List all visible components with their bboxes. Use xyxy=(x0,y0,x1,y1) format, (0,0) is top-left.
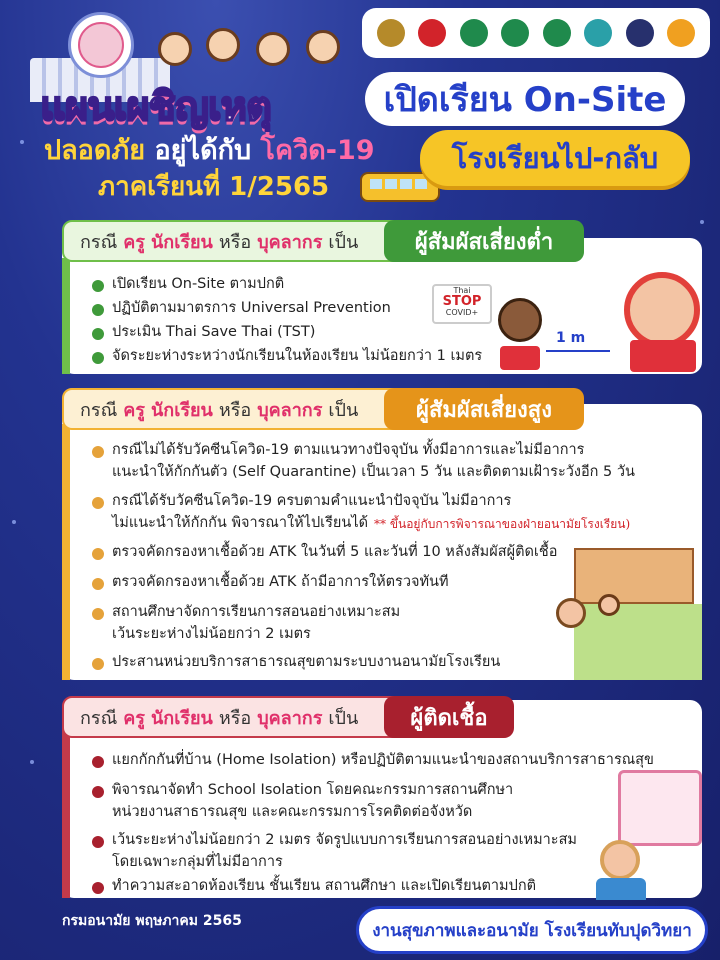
tag-infected: ผู้ติดเชื้อ xyxy=(384,696,514,738)
tag-high-risk: ผู้สัมผัสเสี่ยงสูง xyxy=(384,388,584,430)
case-label: กรณี xyxy=(80,399,118,421)
bullet-icon xyxy=(92,352,104,364)
role-teacher: ครู xyxy=(123,707,145,729)
note-text: ** ขึ้นอยู่กับการพิจารณาของฝ่ายอนามัยโรงเรียน) xyxy=(374,517,631,531)
bullet-icon xyxy=(92,786,104,798)
org-logo-icon xyxy=(418,19,446,47)
section-accent-bar xyxy=(62,258,70,374)
or-label: หรือ xyxy=(218,399,252,421)
list-item: เปิดเรียน On-Site ตามปกติ xyxy=(112,276,285,292)
case-label: กรณี xyxy=(80,231,118,253)
bullet-icon xyxy=(92,836,104,848)
book-illustration xyxy=(500,346,540,370)
stop-badge-text: STOP xyxy=(442,294,482,309)
list-item: กรณีได้รับวัคซีนโควิด-19 ครบตามคำแนะนำปัจจุบัน ไม่มีอาการ xyxy=(112,493,512,509)
student-illustration xyxy=(256,32,290,66)
bullet-icon xyxy=(92,280,104,292)
student-illustration xyxy=(306,30,340,64)
list-item: สถานศึกษาจัดการเรียนการสอนอย่างเหมาะสม xyxy=(112,604,401,620)
role-teacher: ครู xyxy=(123,231,145,253)
partner-logos xyxy=(362,8,710,58)
bullet-icon xyxy=(92,446,104,458)
or-label: หรือ xyxy=(218,231,252,253)
section-accent-bar xyxy=(62,424,70,680)
student-illustration xyxy=(598,594,620,616)
student-illustration xyxy=(158,32,192,66)
sparkle xyxy=(20,140,24,144)
anamai-logo-icon xyxy=(501,19,529,47)
is-label: เป็น xyxy=(328,399,359,421)
pidsi-logo-icon xyxy=(584,19,612,47)
list-item: จัดระยะห่างระหว่างนักเรียนในห้องเรียน ไม่น้อยกว่า 1 เมตร xyxy=(112,348,483,364)
title-safe-part: อยู่ได้กับ xyxy=(154,135,252,166)
book-illustration xyxy=(630,340,696,372)
bullet-icon xyxy=(92,328,104,340)
source-text: กรมอนามัย พฤษภาคม 2565 xyxy=(62,913,242,929)
role-student: นักเรียน xyxy=(150,707,213,729)
list-item: โดยเฉพาะกลุ่มที่ไม่มีอาการ xyxy=(112,854,283,870)
bullet-icon xyxy=(92,756,104,768)
section-accent-bar xyxy=(62,720,70,898)
list-item: แนะนำให้กักกันตัว (Self Quarantine) เป็นเวลา 5 วัน และติดตามเฝ้าระวังอีก 5 วัน xyxy=(112,464,635,480)
title-main: แผนเผชิญเหตุ xyxy=(40,84,271,130)
student-illustration xyxy=(498,298,542,342)
list-item: ตรวจคัดกรองหาเชื้อด้วย ATK ถ้ามีอาการให้ตรวจทันที xyxy=(112,574,449,590)
obec-logo-icon xyxy=(667,19,695,47)
sparkle xyxy=(700,220,704,224)
list-item: ตรวจคัดกรองหาเชื้อด้วย ATK ในวันที่ 5 และวันที่ 10 หลังสัมผัสผู้ติดเชื้อ xyxy=(112,544,558,560)
bullet-icon xyxy=(92,304,104,316)
title-onsite-badge: เปิดเรียน On-Site xyxy=(365,72,685,126)
list-item: ปฏิบัติตามมาตรการ Universal Prevention xyxy=(112,300,391,316)
list-item: เว้นระยะห่างไม่น้อยกว่า 2 เมตร จัดรูปแบบการเรียนการสอนอย่างเหมาะสม xyxy=(112,832,577,848)
role-staff: บุคลากร xyxy=(257,399,323,421)
bullet-icon xyxy=(92,882,104,894)
case-label: กรณี xyxy=(80,707,118,729)
ministry-emblem-icon xyxy=(377,19,405,47)
is-label: เป็น xyxy=(328,707,359,729)
distance-arrow xyxy=(546,350,610,352)
title-travel-badge: โรงเรียนไป-กลับ xyxy=(420,130,690,186)
list-item: พิจารณาจัดทำ School Isolation โดยคณะกรรมการสถานศึกษา xyxy=(112,782,514,798)
grass-illustration xyxy=(574,604,702,680)
stop-badge-bottom: COVID+ xyxy=(445,308,479,317)
role-staff: บุคลากร xyxy=(257,707,323,729)
title-safe-part: ปลอดภัย xyxy=(44,135,146,166)
list-item: ประสานหน่วยบริการสาธารณสุขตามระบบงานอนามัยโรงเรียน xyxy=(112,654,501,670)
health-logo-icon xyxy=(543,19,571,47)
bullet-icon xyxy=(92,578,104,590)
health-dept-logo-icon xyxy=(460,19,488,47)
student-illustration xyxy=(596,878,646,900)
distance-label: 1 m xyxy=(556,330,586,346)
bullet-icon xyxy=(92,497,104,509)
tag-low-risk: ผู้สัมผัสเสี่ยงต่ำ xyxy=(384,220,584,262)
stop-badge-top: Thai xyxy=(453,286,471,295)
bullet-icon xyxy=(92,658,104,670)
list-item: ทำความสะอาดห้องเรียน ชั้นเรียน สถานศึกษา และเปิดเรียนตามปกติ xyxy=(112,878,537,894)
student-illustration xyxy=(624,272,700,348)
house-illustration xyxy=(618,770,702,846)
credit-badge: งานสุขภาพและอนามัย โรงเรียนทับปุดวิทยา xyxy=(356,906,708,954)
student-illustration xyxy=(206,28,240,62)
education-logo-icon xyxy=(626,19,654,47)
sparkle xyxy=(12,520,16,524)
school-building-illustration xyxy=(574,548,694,604)
list-item: ประเมิน Thai Save Thai (TST) xyxy=(112,324,316,340)
bullet-icon xyxy=(92,548,104,560)
school-logo xyxy=(68,12,134,78)
thai-stop-covid-badge xyxy=(432,284,492,324)
list-item: หน่วยงานสาธารณสุข และคณะกรรมการโรคติดต่อจังหวัด xyxy=(112,804,473,820)
title-safe xyxy=(44,128,375,171)
list-item: กรณีไม่ได้รับวัคซีนโควิด-19 ตามแนวทางปัจจุบัน ทั้งมีอาการและไม่มีอาการ xyxy=(112,442,585,458)
sparkle xyxy=(30,760,34,764)
role-staff: บุคลากร xyxy=(257,231,323,253)
is-label: เป็น xyxy=(328,231,359,253)
role-student: นักเรียน xyxy=(150,399,213,421)
bullet-icon xyxy=(92,608,104,620)
student-illustration xyxy=(556,598,586,628)
list-item: ไม่แนะนำให้กักกัน พิจารณาให้ไปเรียนได้ xyxy=(112,515,369,531)
list-item: แยกกักกันที่บ้าน (Home Isolation) หรือปฏิบัติตามแนะนำของสถานบริการสาธารณสุข xyxy=(112,752,654,768)
student-illustration xyxy=(600,840,640,880)
title-safe-part: โควิด-19 xyxy=(260,135,375,166)
or-label: หรือ xyxy=(218,707,252,729)
role-teacher: ครู xyxy=(123,399,145,421)
list-item: เว้นระยะห่างไม่น้อยกว่า 2 เมตร xyxy=(112,626,311,642)
role-student: นักเรียน xyxy=(150,231,213,253)
title-term: ภาคเรียนที่ 1/2565 xyxy=(98,172,330,202)
